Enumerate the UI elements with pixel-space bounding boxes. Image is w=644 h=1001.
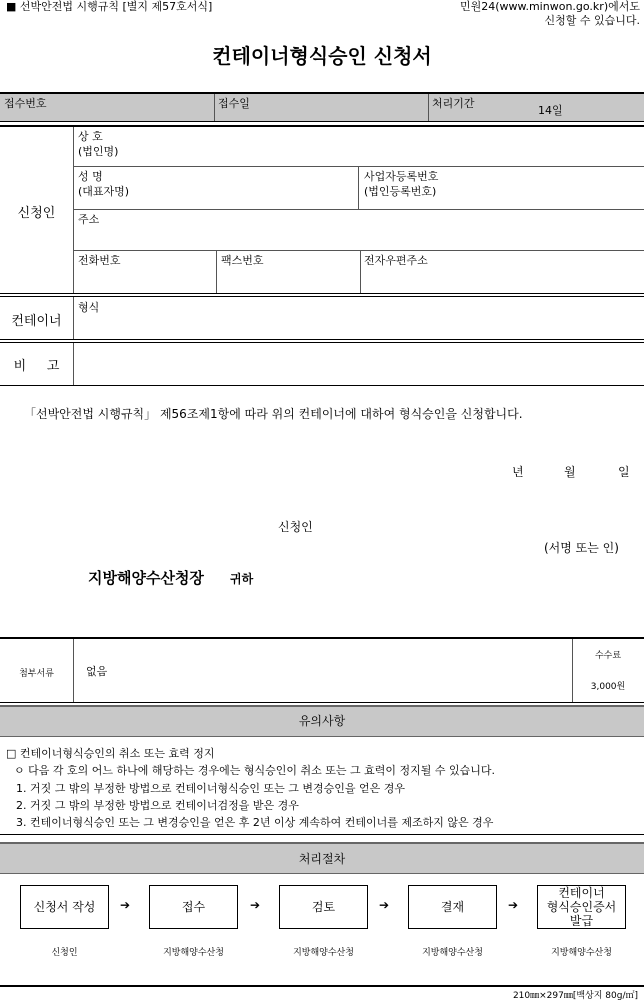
representative-label: (대표자명) [78, 185, 130, 198]
declaration-statement: 「선박안전법 시행규칙」 제56조제1항에 따라 위의 컨테이너에 대하여 형식승인을 신청합니다. [24, 407, 523, 421]
procedure-step-1: 신청서 작성 [20, 885, 109, 929]
attachments-label: 첨부서류 [19, 669, 54, 679]
address-label: 주소 [78, 213, 100, 226]
notice-item-1: 1. 거짓 그 밖의 부정한 방법으로 컨테이너형식승인 또는 그 변경승인을 얻은 경우 [16, 782, 405, 795]
attachments-value: 없음 [86, 665, 108, 678]
procedure-arrow-icon: ➔ [379, 898, 390, 912]
date-month-label: 월 [564, 465, 576, 479]
procedure-actor-4: 지방해양수산청 [422, 948, 483, 958]
email-label: 전자우편주소 [364, 254, 428, 267]
corp-reg-label: (법인등록번호) [364, 185, 437, 198]
fee-value: 3,000원 [590, 682, 626, 692]
applicant-sign-label: 신청인 [278, 520, 313, 534]
procedure-actor-1: 신청인 [51, 948, 78, 958]
procedure-arrow-icon: ➔ [250, 898, 261, 912]
representative-name-label: 성 명 [78, 170, 103, 183]
procedure-actor-2: 지방해양수산청 [163, 948, 224, 958]
trade-name-label: 상 호 [78, 130, 103, 143]
container-section-label: 컨테이너 [11, 314, 62, 329]
procedure-step-5: 컨테이너 형식승인증서 발급 [537, 885, 626, 929]
procedure-step-2: 접수 [149, 885, 238, 929]
applicant-section-label: 신청인 [17, 206, 56, 221]
procedure-actor-5: 지방해양수산청 [551, 948, 612, 958]
procedure-step-4: 결재 [408, 885, 497, 929]
container-type-label: 형식 [78, 301, 100, 314]
notice-item-3: 3. 컨테이너형식승인 또는 그 변경승인을 얻은 후 2년 이상 계속하여 컨테이너를 제조하지 않은 경우 [16, 816, 494, 829]
fee-label: 수수료 [594, 651, 622, 661]
receipt-number-label: 접수번호 [4, 97, 47, 110]
business-reg-label: 사업자등록번호 [364, 170, 439, 183]
processing-period-value: 14일 [538, 104, 563, 117]
procedure-actor-3: 지방해양수산청 [293, 948, 354, 958]
date-day-label: 일 [618, 465, 630, 479]
page-title: 컨테이너형식승인 신청서 [212, 44, 432, 68]
online-note-line1: 민원24(www.minwon.go.kr)에서도 [459, 0, 640, 13]
receipt-date-label: 접수일 [218, 97, 250, 110]
corp-name-label: (법인명) [78, 145, 119, 158]
procedure-step-3: 검토 [279, 885, 368, 929]
form-info: ■ 선박안전법 시행규칙 [별지 제57호서식] [6, 0, 213, 13]
signature-note: (서명 또는 인) [544, 541, 619, 555]
procedure-title: 처리절차 [298, 852, 346, 866]
notice-title: 유의사항 [298, 714, 346, 728]
notice-heading: □ 컨테이너형식승인의 취소 또는 효력 정지 [6, 747, 215, 760]
procedure-arrow-icon: ➔ [120, 898, 131, 912]
recipient-name: 지방해양수산청장 [88, 569, 204, 587]
paper-spec: 210㎜×297㎜[백상지 80g/㎡] [512, 991, 638, 1001]
notice-intro: ㅇ 다음 각 호의 어느 하나에 해당하는 경우에는 형식승인이 취소 또는 그 효력이 정지될 수 있습니다. [14, 764, 495, 777]
fax-label: 팩스번호 [221, 254, 264, 267]
remarks-label: 비 고 [13, 359, 60, 374]
notice-item-2: 2. 거짓 그 밖의 부정한 방법으로 컨테이너검정을 받은 경우 [16, 799, 299, 812]
date-year-label: 년 [512, 465, 524, 479]
phone-label: 전화번호 [78, 254, 121, 267]
procedure-arrow-icon: ➔ [508, 898, 519, 912]
recipient-honorific: 귀하 [230, 572, 254, 586]
online-note-line2: 신청할 수 있습니다. [544, 14, 640, 27]
processing-period-label: 처리기간 [432, 97, 475, 110]
